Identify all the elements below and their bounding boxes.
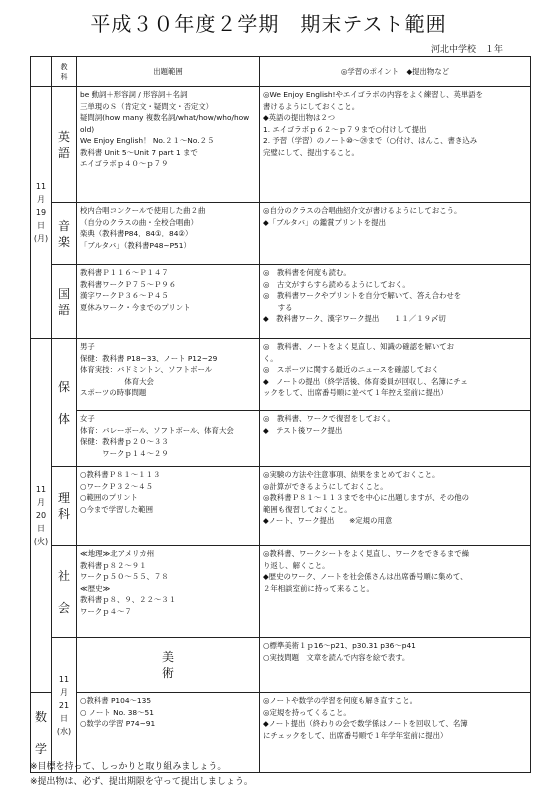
point-line: にチェックをして、出席番号順で１年学年室前に提出） bbox=[263, 730, 448, 740]
point-line: 1. エイゴラボｐ６２～ｐ７９まで○付けして提出 bbox=[263, 124, 427, 134]
table-row bbox=[31, 638, 531, 693]
subject-cell: 国 語 bbox=[52, 265, 77, 339]
point-line: 範囲も復習しておくこと。 bbox=[263, 504, 352, 514]
range-line: old) bbox=[80, 124, 95, 134]
school-name: 河北中学校 １年 bbox=[430, 45, 503, 55]
range-cell bbox=[77, 203, 260, 265]
point-line: ◆歴史のワーク、ノートを社会係さんは出席番号順に集めて、 bbox=[263, 572, 468, 581]
range-line: エイゴラボｐ４０～ｐ７９ bbox=[80, 159, 169, 168]
range-line: 教科書ｐ８２～９１ bbox=[80, 560, 147, 570]
range-line: 校内合唱コンクールで使用した曲２曲 bbox=[80, 206, 206, 215]
point-line: 2. 予習（学習）のノート⑩～⑳まで（○付け、はんこ、書き込み bbox=[263, 136, 478, 145]
range-line: 夏休みワーク・今までのプリント bbox=[80, 302, 191, 312]
range-cell bbox=[77, 467, 260, 546]
table-header-row bbox=[31, 57, 531, 87]
range-line: ○教科書 P104～135 bbox=[80, 696, 152, 705]
range-line: 教科書ｐ８、９、２２～３１ bbox=[80, 595, 177, 604]
range-line: 「ブルタバ」（教科書P48~P51） bbox=[80, 240, 191, 250]
point-line: ◆「ブルタバ」の鑑賞プリントを提出 bbox=[263, 217, 386, 227]
table-row bbox=[31, 265, 531, 339]
header-subject: 教 科 bbox=[52, 57, 77, 87]
note-line: ※目標を持って、しっかりと取り組みましょう。 bbox=[30, 762, 227, 772]
points-cell bbox=[260, 339, 531, 411]
range-line: ○教科書Ｐ８１～１１３ bbox=[80, 470, 161, 479]
table-row bbox=[31, 87, 531, 203]
header-range: 出題範囲 bbox=[77, 57, 260, 87]
point-line: 完璧にして、提出すること。 bbox=[263, 147, 359, 157]
page-title: 平成３０年度２学期 期末テスト範囲 bbox=[90, 12, 447, 36]
header-blank bbox=[31, 57, 52, 87]
table-row bbox=[31, 546, 531, 638]
note-line: ※提出物は、必ず、提出期限を守って提出しましょう。 bbox=[30, 777, 253, 787]
points-cell bbox=[260, 546, 531, 638]
range-line: 教科書ワークＰ７５～Ｐ９６ bbox=[80, 279, 177, 289]
range-line: 男子 bbox=[80, 342, 95, 351]
exam-range-table bbox=[30, 56, 531, 773]
points-cell bbox=[260, 411, 531, 467]
point-line: 書けるようにしておくこと。 bbox=[263, 101, 360, 111]
range-line: ワークｐ１４～２９ bbox=[80, 448, 169, 458]
points-cell bbox=[260, 203, 531, 265]
point-line: ◆ノート提出（終わりの会で数学係はノートを回収して、名簿 bbox=[263, 719, 468, 728]
table-row bbox=[31, 339, 531, 411]
range-line: ワークｐ４～７ bbox=[80, 606, 132, 616]
point-line: ◆英語の提出物は２つ bbox=[263, 113, 336, 122]
point-line: ◆ 教科書ワーク、漢字ワーク提出 １１／１９〆切 bbox=[263, 314, 446, 323]
point-line: ◎ 教科書、ワークで復習をしておく。 bbox=[263, 414, 395, 423]
point-line: ◎ スポーツに関する最近のニュースを確認しておく bbox=[263, 365, 439, 374]
range-line: be 動詞＋形容詞 / 形容詞＋名詞 bbox=[80, 90, 188, 99]
range-line: 教科書Ｐ１１６～Ｐ１４７ bbox=[80, 268, 169, 277]
range-line: ○範囲のプリント bbox=[80, 493, 138, 502]
range-line: 女子 bbox=[80, 414, 95, 423]
range-line: ≪地理≫北アメリカ州 bbox=[80, 549, 155, 558]
points-cell bbox=[260, 265, 531, 339]
point-line: する bbox=[263, 302, 293, 312]
subject-cell: 英 語 bbox=[52, 87, 77, 203]
point-line: ◎ノートや数学の学習を何度も解き直すこと。 bbox=[263, 696, 418, 705]
point-line: ◎ 古文がすらすら読めるようにしておく。 bbox=[263, 279, 410, 289]
points-cell bbox=[260, 87, 531, 203]
point-line: ２年相談室前に持って来ること。 bbox=[263, 583, 374, 593]
range-line: （自分のクラスの曲・全校合唱曲） bbox=[80, 217, 199, 227]
date-cell: 11 月 20 日 (火) bbox=[31, 339, 52, 693]
table-row bbox=[31, 467, 531, 546]
point-line: ◎ 教科書を何度も読む。 bbox=[263, 268, 351, 277]
range-cell bbox=[77, 339, 260, 411]
point-line: ◆ ノートの提出（終学活後、体育委員が回収し、名簿にチェ bbox=[263, 376, 468, 386]
subject-cell: 社 会 bbox=[52, 546, 77, 638]
range-line: 保健：教科書ｐ２０～３３ bbox=[80, 437, 169, 446]
subject-cell: 理 科 bbox=[52, 467, 77, 546]
range-cell bbox=[77, 546, 260, 638]
subject-cell: 保 体 bbox=[52, 339, 77, 467]
point-line: ◎教科書Ｐ８１～１１３までを中心に出題しますが、その他の bbox=[263, 493, 469, 502]
point-line: ◎計算ができるようにしておくこと。 bbox=[263, 481, 388, 491]
range-cell bbox=[260, 638, 531, 693]
subject-cell: 数 学 bbox=[31, 693, 52, 773]
header-points: ◎学習のポイント ◆提出物など bbox=[260, 57, 531, 87]
range-line: 楽典（教科書P84．84①．84②） bbox=[80, 229, 193, 238]
range-cell bbox=[77, 87, 260, 203]
range-cell bbox=[77, 411, 260, 467]
table-row bbox=[31, 411, 531, 467]
point-line: ◎定規を持ってくること。 bbox=[263, 707, 351, 717]
range-cell bbox=[77, 265, 260, 339]
range-line: スポーツの時事問題 bbox=[80, 388, 147, 397]
range-line: 体育実技：バドミントン、ソフトボール bbox=[80, 365, 213, 374]
footer-notes bbox=[30, 760, 253, 790]
point-line: ◎自分のクラスの合唱曲紹介文が書けるようにしておこう。 bbox=[263, 206, 462, 215]
point-line: ◆ノート、ワーク提出 ※定規の用意 bbox=[263, 516, 393, 525]
range-line: 教科書 Unit 5～Unit 7 part 1 まで bbox=[80, 147, 198, 157]
point-line: り返し、解くこと。 bbox=[263, 560, 330, 570]
points-cell bbox=[260, 693, 531, 773]
subject-cell: 美 術 bbox=[77, 638, 260, 693]
point-line: ◎ 教科書ワークやプリントを自分で解いて、答え合わせを bbox=[263, 291, 462, 300]
point-line: ◎We Enjoy English!やエイゴラボの内容をよく練習し、英単語を bbox=[263, 90, 484, 99]
range-line: We Enjoy English！ No.２１～No.２５ bbox=[80, 136, 215, 145]
point-line: ◆ テスト後ワーク提出 bbox=[263, 425, 343, 435]
subject-cell: 音 楽 bbox=[52, 203, 77, 265]
point-line: ◎ 教科書、ノートをよく見直し、知識の確認を解いてお bbox=[263, 342, 454, 351]
point-line: ックをして、出席番号順に並べて１年控え室前に提出） bbox=[263, 388, 448, 397]
range-line: ○数学の学習 P74~91 bbox=[80, 719, 156, 728]
point-line: ◎実験の方法や注意事項、結果をまとめておくこと。 bbox=[263, 470, 440, 479]
points-cell bbox=[260, 467, 531, 546]
range-line: ○ワークＰ３２～４５ bbox=[80, 481, 153, 491]
range-line: ○今まで学習した範囲 bbox=[80, 504, 153, 514]
range-line: ○標準美術１ｐ16～p21、p30.31 p36～p41 bbox=[263, 641, 416, 650]
point-line: ◎教科書、ワークシートをよく見直し、ワークをできるまで繰 bbox=[263, 549, 469, 558]
date-cell: 11 月 21 日 (水) bbox=[52, 638, 77, 773]
range-line: 体育：バレーボール、ソフトボール、体育大会 bbox=[80, 425, 234, 435]
range-line: 漢字ワークＰ３６～Ｐ４５ bbox=[80, 291, 169, 300]
point-line: く。 bbox=[263, 353, 278, 363]
date-cell: 11 月 19 日 (月) bbox=[31, 87, 52, 339]
range-line: 疑問詞(how many 複数名詞/what/how/who/how bbox=[80, 113, 250, 122]
range-line: 三単現のＳ（肯定文・疑問文・否定文） bbox=[80, 101, 214, 111]
range-line: ○ ノート No. 38～51 bbox=[80, 707, 154, 717]
range-line: ワークｐ５０～５５、７８ bbox=[80, 572, 169, 581]
table-row bbox=[31, 203, 531, 265]
range-line: ≪歴史≫ bbox=[80, 583, 111, 593]
range-line: 保健：教科書 P18~33、ノート P12~29 bbox=[80, 353, 218, 363]
range-line: 体育大会 bbox=[80, 376, 154, 386]
range-line: ○実技問題 文章を読んで内容を絵で表す。 bbox=[263, 652, 410, 662]
